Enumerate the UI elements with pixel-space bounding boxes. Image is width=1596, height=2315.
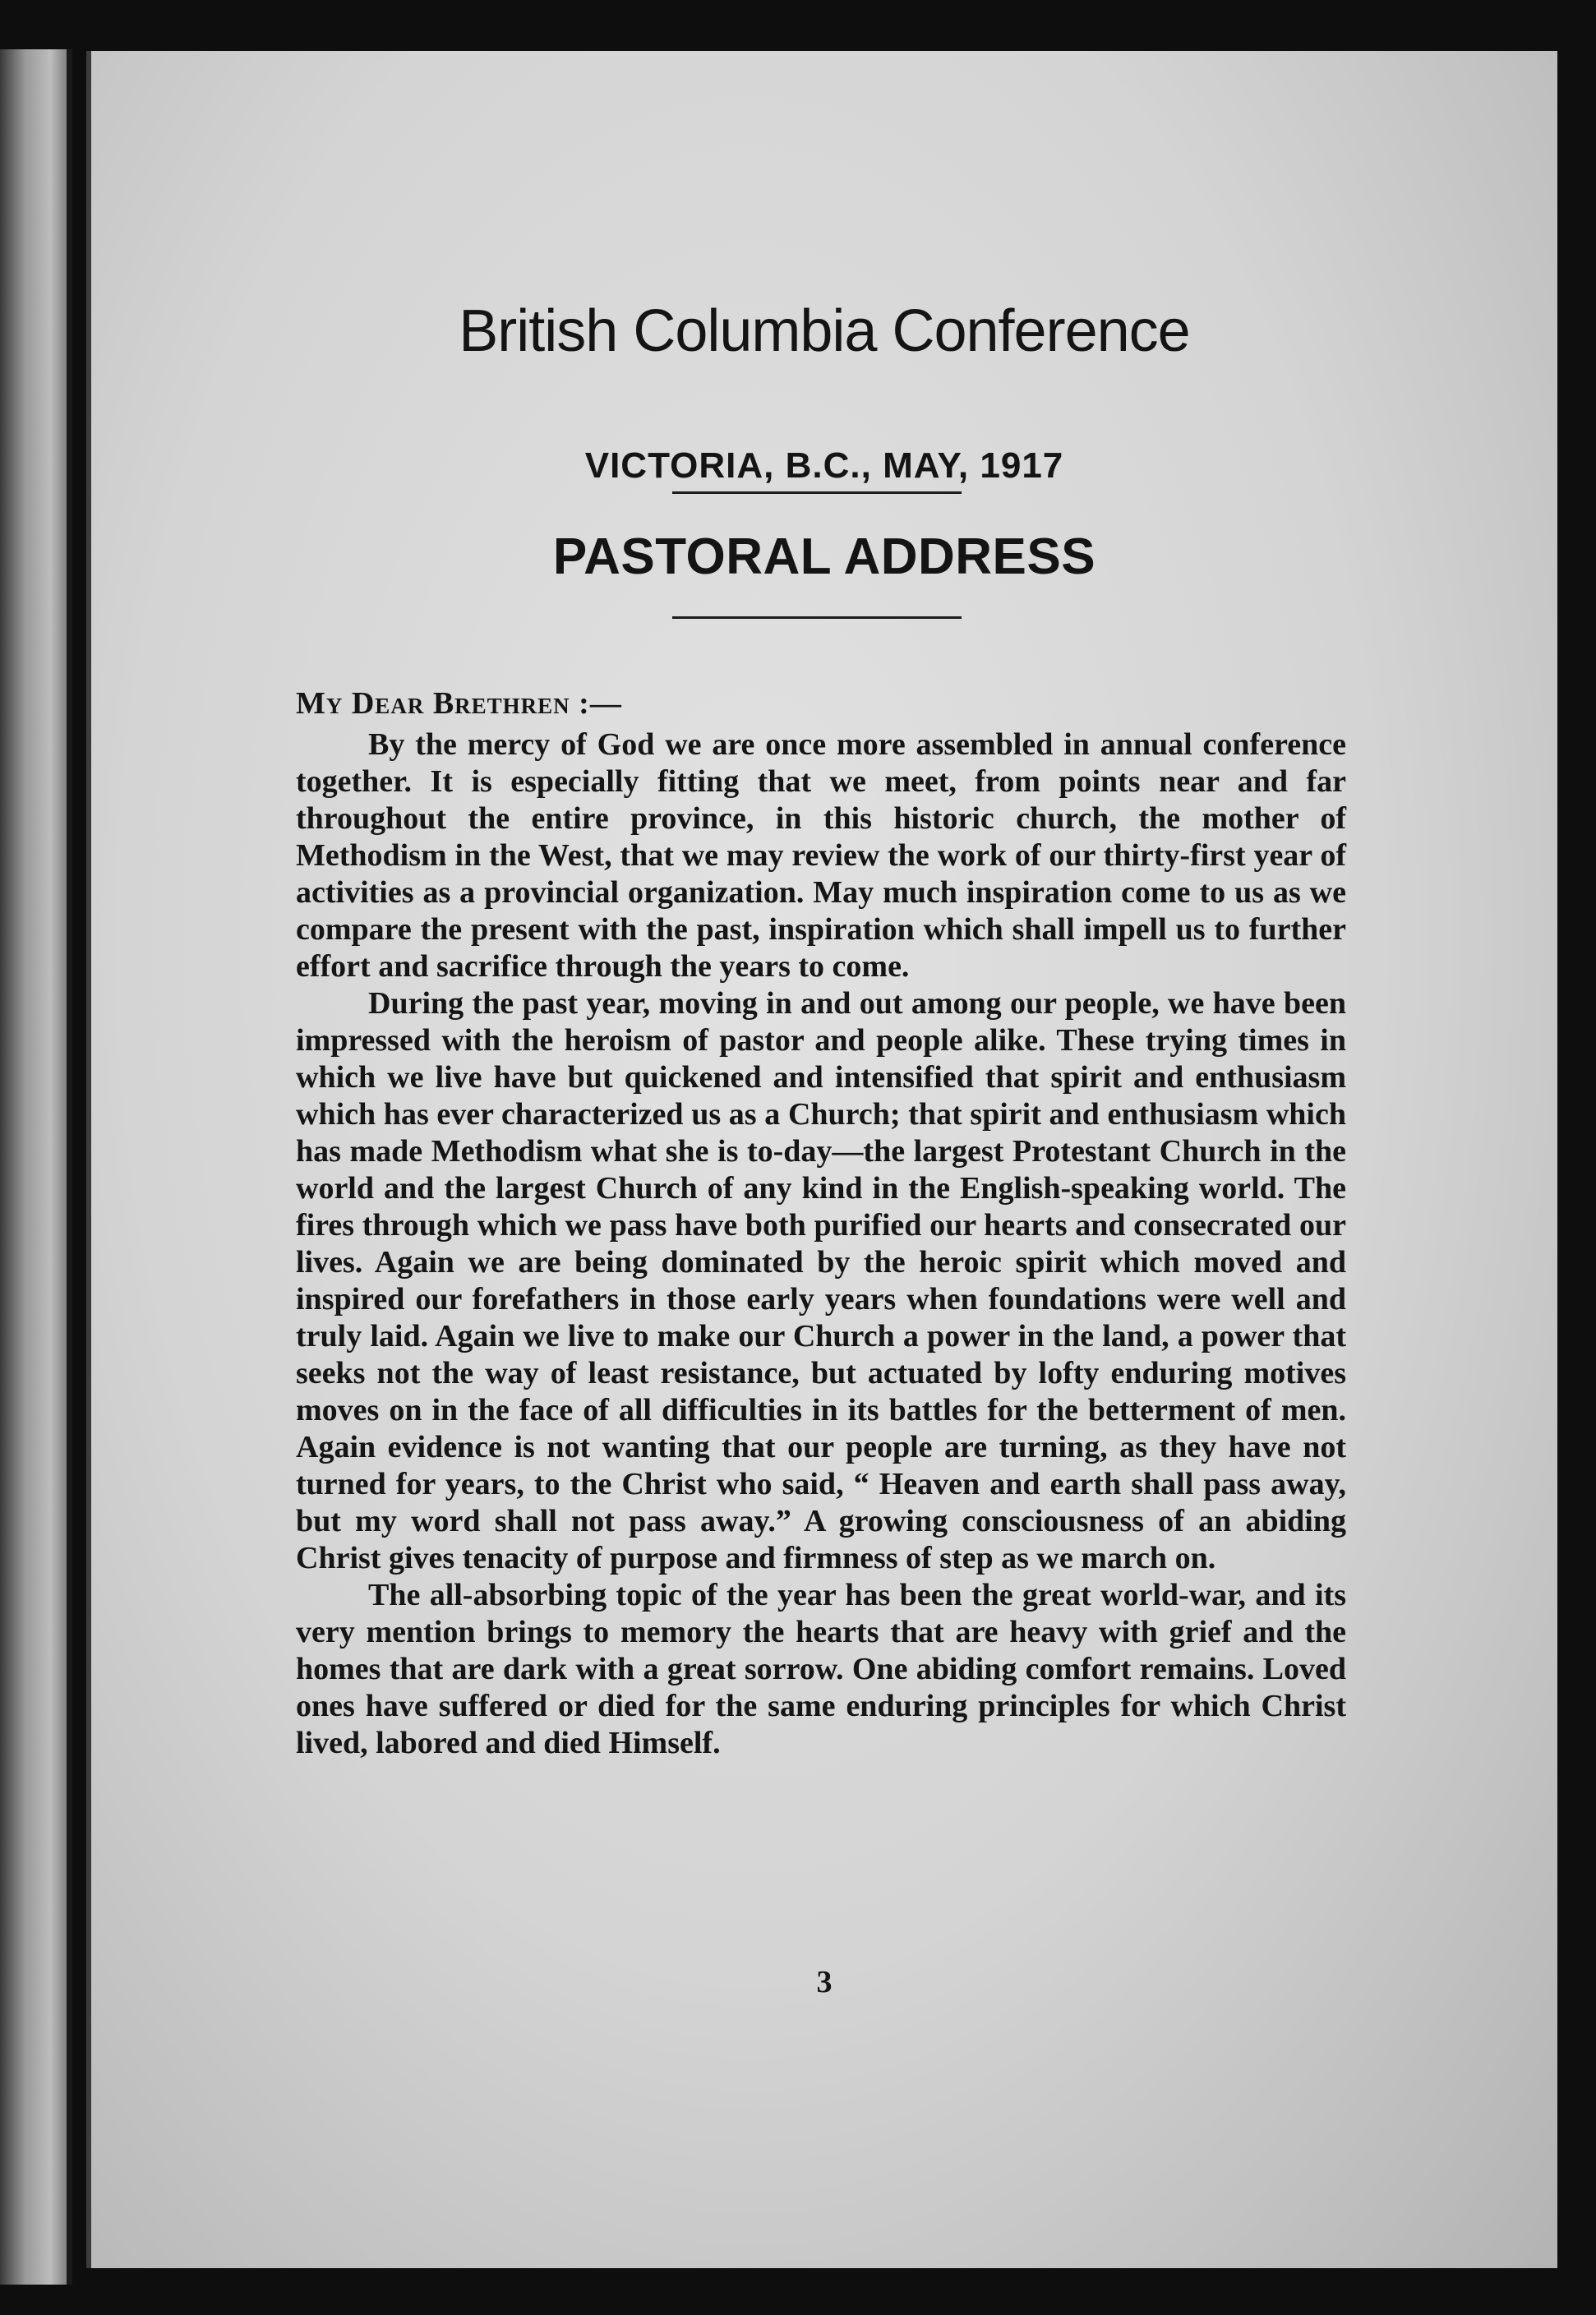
- salutation: My Dear Brethren :—: [296, 686, 622, 721]
- body-text: [296, 726, 1346, 1762]
- paragraph-2: During the past year, moving in and out among our people, we have been impressed with the heroism of pastor and people alike. These trying times in which we live have but quickened and intensified that spirit and enthusiasm which has ever characterized us as a Church; that spirit and enthusiasm which has made Methodism what she is to-day—the largest Protestant Church in the world and the largest Church of any kind in the English-speaking world. The fires through which we pass have both purified our hearts and consecrated our lives. Again we are being dominated by the heroic spirit which moved and inspired our forefathers in those early years when foundations were well and truly laid. Again we live to make our Church a power in the land, a power that seeks not the way of least resistance, but actuated by lofty enduring motives moves on in the face of all difficulties in its battles for the betterment of men. Again evidence is not wanting that our people are turning, as they have not turned for years, to the Christ who said, “ Heaven and earth shall pass away, but my word shall not pass away.” A growing consciousness of an abiding Christ gives tenacity of purpose and firmness of step as we march on.: [296, 986, 1346, 1575]
- document-title: British Columbia Conference: [459, 298, 1190, 364]
- divider-bottom: [672, 616, 962, 619]
- document-page: [86, 51, 1557, 2268]
- document-subtitle: VICTORIA, B.C., MAY, 1917: [584, 445, 1064, 486]
- previous-page-edge: [0, 49, 72, 2285]
- page-gutter: [67, 49, 72, 2285]
- paragraph-1: By the mercy of God we are once more assembled in annual conference together. It is especially fitting that we meet, from points near and far throughout the entire province, in this historic church, the mother of Methodism in the West, that we may review the work of our thirty-first year of activities as a provincial organization. May much inspiration come to us as we compare the present with the past, inspiration which shall impell us to further effort and sacrifice through the years to come.: [296, 727, 1346, 984]
- page-number: 3: [816, 1965, 833, 1999]
- divider-top: [672, 491, 962, 494]
- section-heading: PASTORAL ADDRESS: [552, 528, 1096, 585]
- paragraph-3: The all-absorbing topic of the year has been the great world-war, and its very mention brings to memory the hearts that are heavy with grief and the homes that are dark with a great sorrow. One abiding comfort remains. Loved ones have suffered or died for the same enduring principles for which Christ lived, labored and died Himself.: [296, 1578, 1346, 1760]
